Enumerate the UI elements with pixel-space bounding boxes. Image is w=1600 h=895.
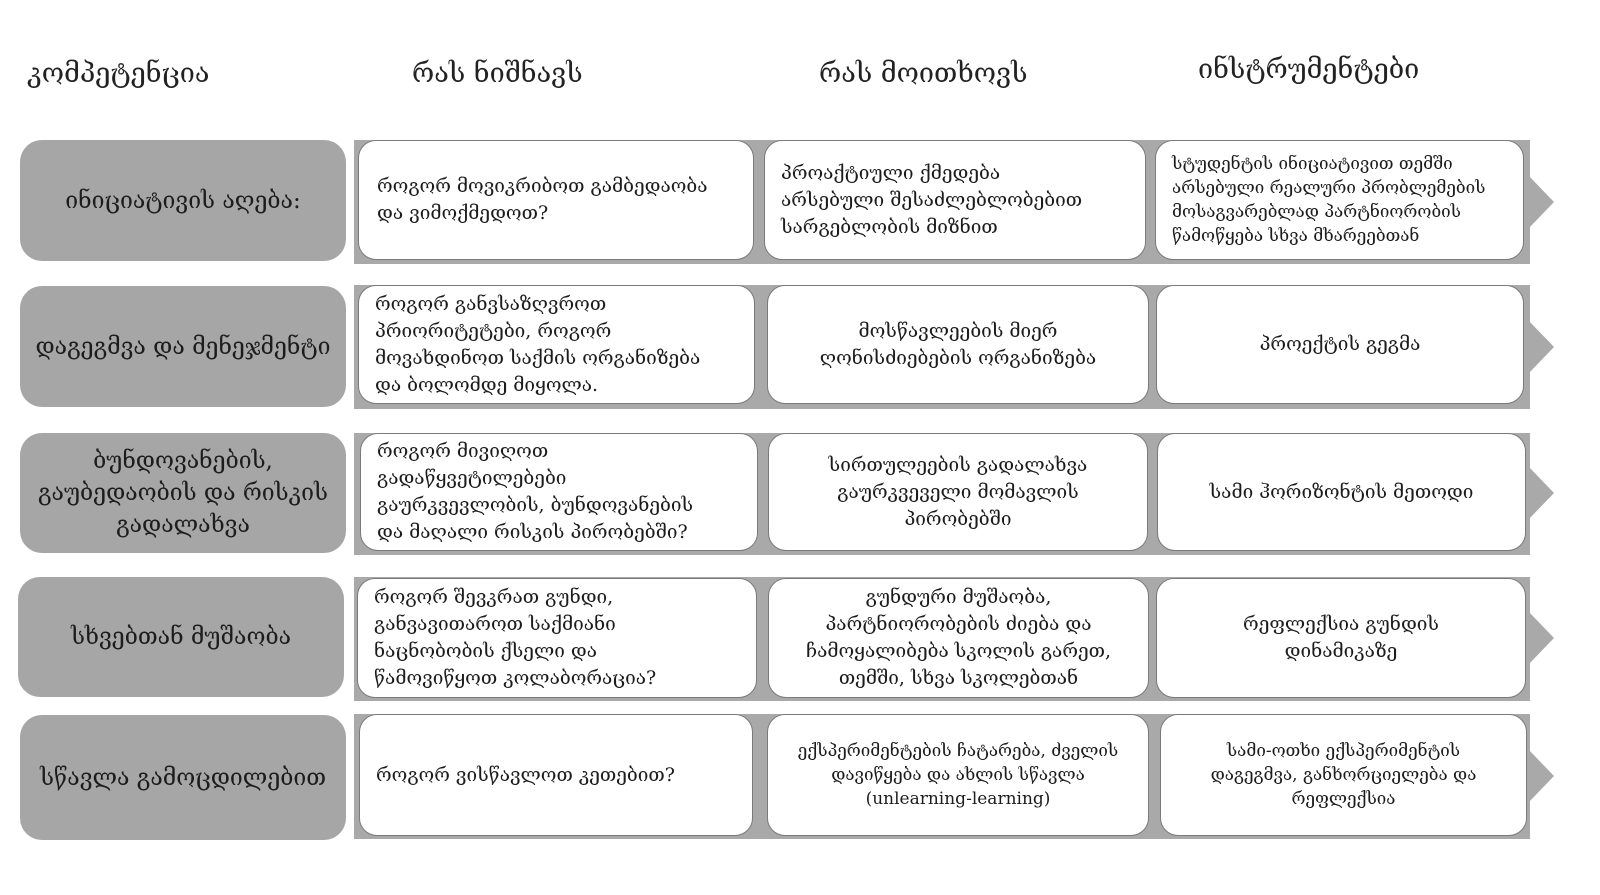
- row-arrow-icon: [1528, 320, 1554, 374]
- meaning-cell: როგორ განვსაზღვროთ პრიორიტეტები, როგორ მოვახდინოთ საქმის ორგანიზება და ბოლომდე მიყოლა.: [358, 285, 755, 404]
- requires-cell: გუნდური მუშაობა, პარტნიორობების ძიება და ჩამოყალიბება სკოლის გარეთ, თემში, სხვა სკოლებთან: [768, 578, 1149, 698]
- requires-cell: ექსპერიმენტების ჩატარება, ძველის დავიწყება და ახლის სწავლა (unlearning-learning): [767, 714, 1149, 836]
- competency-label: დაგეგმვა და მენეჯმენტი: [20, 286, 346, 407]
- tools-cell: პროექტის გეგმა: [1156, 285, 1524, 404]
- tools-cell: სამი-ოთხი ექსპერიმენტის დაგეგმვა, განხორციელება და რეფლექსია: [1160, 714, 1527, 836]
- row-arrow-icon: [1528, 175, 1554, 229]
- competency-label: ინიციატივის აღება:: [20, 140, 346, 261]
- header-tools: ინსტრუმენტები: [1198, 54, 1420, 85]
- header-requires: რას მოითხოვს: [819, 58, 1028, 89]
- row-arrow-icon: [1528, 466, 1554, 520]
- header-competency: კომპეტენცია: [27, 58, 210, 89]
- meaning-cell: როგორ მივიღოთ გადაწყვეტილებები გაურკვევლობის, ბუნდოვანების და მაღალი რისკის პირობებში?: [360, 433, 758, 551]
- header-meaning: რას ნიშნავს: [412, 58, 583, 89]
- requires-cell: მოსწავლეების მიერ ღონისძიებების ორგანიზება: [767, 285, 1149, 404]
- tools-cell: რეფლექსია გუნდის დინამიკაზე: [1156, 578, 1526, 698]
- row-arrow-icon: [1528, 749, 1554, 803]
- competency-label: სხვებთან მუშაობა: [18, 577, 344, 697]
- row-arrow-icon: [1528, 611, 1554, 665]
- requires-cell: პროაქტიული ქმედება არსებული შესაძლებლობებით სარგებლობის მიზნით: [764, 140, 1146, 260]
- meaning-cell: როგორ ვისწავლოთ კეთებით?: [359, 714, 753, 836]
- tools-cell: სამი ჰორიზონტის მეთოდი: [1157, 433, 1526, 551]
- requires-cell: სირთულეების გადალახვა გაურკვეველი მომავლის პირობებში: [768, 433, 1148, 551]
- meaning-cell: როგორ შევკრათ გუნდი, განვავითაროთ საქმიანი ნაცნობობის ქსელი და წამოვიწყოთ კოლაბორაცია?: [357, 578, 757, 698]
- competency-label: სწავლა გამოცდილებით: [20, 715, 346, 840]
- tools-cell: სტუდენტის ინიციატივით თემში არსებული რეალური პრობლემების მოსაგვარებლად პარტნიორობის წამოწყება სხვა მხარეებთან: [1155, 140, 1524, 260]
- competency-label: ბუნდოვანების, გაუბედაობის და რისკის გადალახვა: [20, 433, 346, 553]
- meaning-cell: როგორ მოვიკრიბოთ გამბედაობა და ვიმოქმედოთ?: [358, 140, 754, 260]
